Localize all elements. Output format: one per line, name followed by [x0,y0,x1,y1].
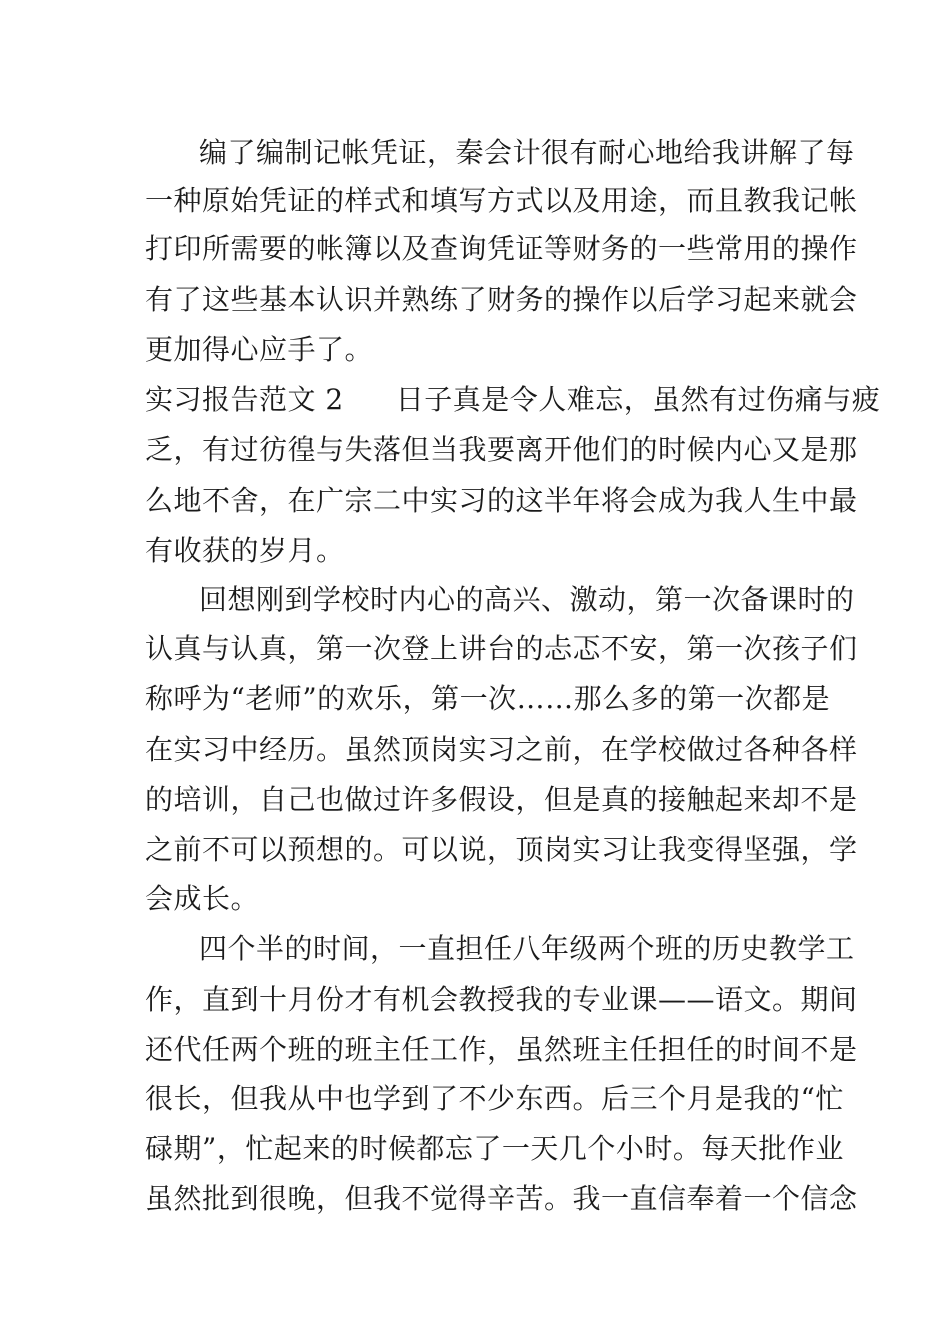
paragraph-line: 的培训，自己也做过许多假设，但是真的接触起来却不是 [145,783,858,816]
paragraph-line: 更加得心应手了。 [145,333,374,366]
paragraph-line: 四个半的时间，一直担任八年级两个班的历史教学工 [199,932,855,965]
paragraph-line: 一种原始凭证的样式和填写方式以及用途，而且教我记帐 [145,184,858,217]
section-title: 实习报告范文 2 [145,383,344,416]
paragraph-line: 乏，有过彷徨与失落但当我要离开他们的时候内心又是那 [145,433,858,466]
paragraph-line: 还代任两个班的班主任工作，虽然班主任担任的时间不是 [145,1033,858,1066]
paragraph-line: 碌期”，忙起来的时候都忘了一天几个小时。每天批作业 [145,1132,844,1165]
paragraph-line: 很长，但我从中也学到了不少东西。后三个月是我的“忙 [145,1082,844,1115]
paragraph-line: 有收获的岁月。 [145,534,345,567]
paragraph-line: 会成长。 [145,882,260,915]
paragraph-line: 么地不舍，在广宗二中实习的这半年将会成为我人生中最 [145,484,858,517]
section-heading-line [145,380,881,420]
paragraph-line: 日子真是令人难忘，虽然有过伤痛与疲 [395,383,881,416]
paragraph-line: 回想刚到学校时内心的高兴、激动，第一次备课时的 [199,583,855,616]
paragraph-line: 作，直到十月份才有机会教授我的专业课——语文。期间 [145,983,858,1016]
paragraph-line: 编了编制记帐凭证，秦会计很有耐心地给我讲解了每 [199,136,855,169]
paragraph-line: 认真与认真，第一次登上讲台的忐忑不安，第一次孩子们 [145,632,858,665]
paragraph-line: 在实习中经历。虽然顶岗实习之前，在学校做过各种各样 [145,733,858,766]
paragraph-line: 打印所需要的帐簿以及查询凭证等财务的一些常用的操作 [145,232,858,265]
paragraph-line: 之前不可以预想的。可以说，顶岗实习让我变得坚强，学 [145,833,858,866]
paragraph-line: 有了这些基本认识并熟练了财务的操作以后学习起来就会 [145,283,858,316]
paragraph-line: 称呼为“老师”的欢乐，第一次……那么多的第一次都是 [145,682,831,715]
paragraph-line: 虽然批到很晚，但我不觉得辛苦。我一直信奉着一个信念 [145,1182,858,1215]
